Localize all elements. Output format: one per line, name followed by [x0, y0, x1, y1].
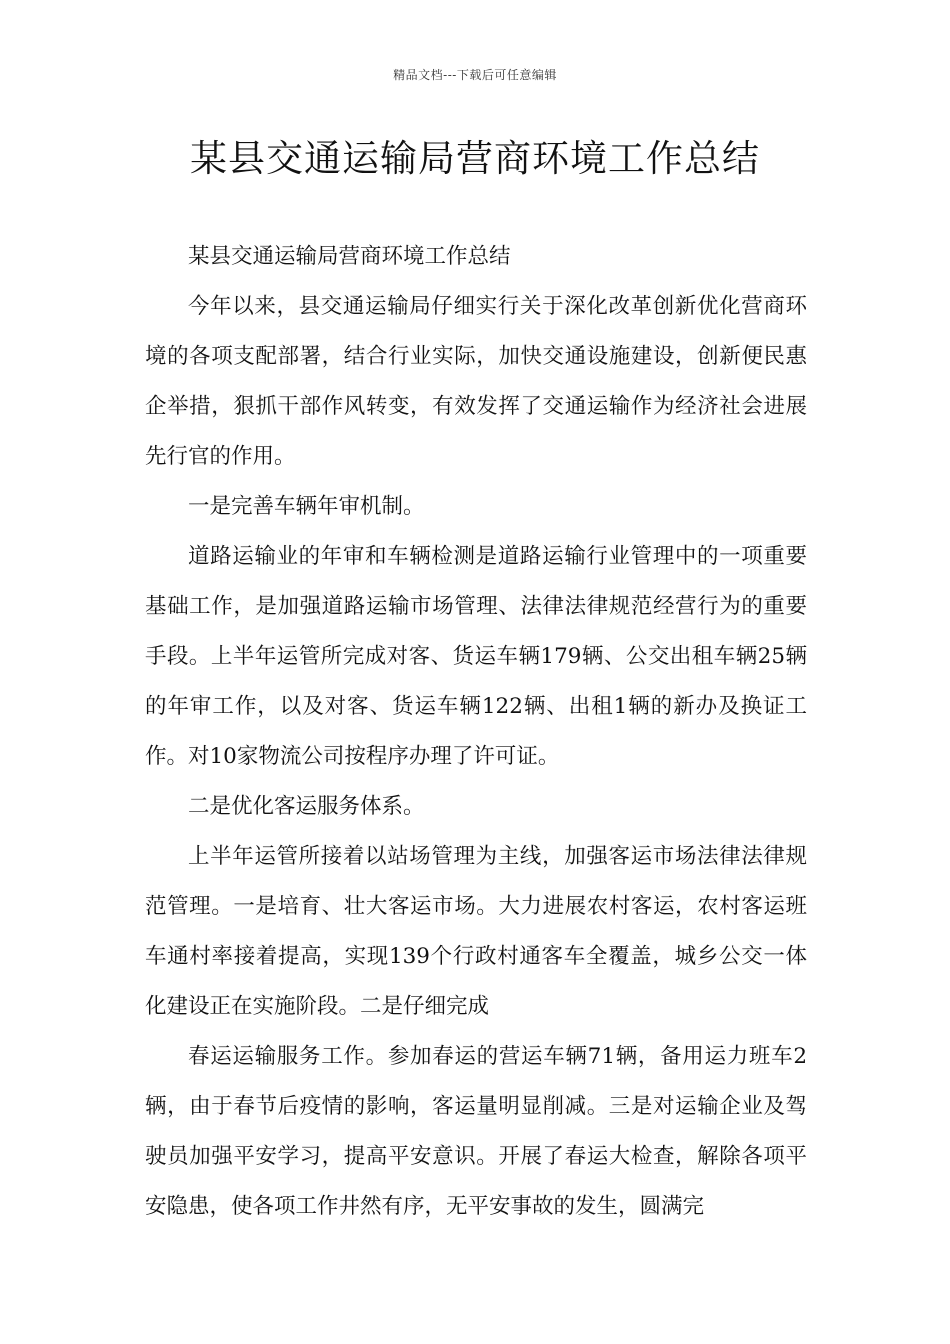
body-paragraph: 某县交通运输局营商环境工作总结: [188, 244, 511, 269]
body-paragraph: 今年以来，县交通运输局仔细实行关于深化改革创新优化营商环境的各项支配部署，结合行业实际，加快交通设施建设，创新便民惠企举措，狠抓干部作风转变，有效发挥了交通运输作为经济社会进展先行官的作用。: [145, 294, 807, 469]
body-paragraph: 道路运输业的年审和车辆检测是道路运输行业管理中的一项重要基础工作，是加强道路运输市场管理、法律法律规范经营行为的重要手段。上半年运管所完成对客、货运车辆179辆、公交出租车辆25辆的年审工作，以及对客、货运车辆122辆、出租1辆的新办及换证工作。对10家物流公司按程序办理了许可证。: [145, 544, 807, 769]
body-paragraph: 二是优化客运服务体系。: [188, 794, 425, 819]
document-title: 某县交通运输局营商环境工作总结: [190, 137, 760, 180]
body-paragraph: 一是完善车辆年审机制。: [188, 494, 425, 519]
header-note: 精品文档---下载后可任意编辑: [393, 68, 557, 82]
body-paragraph: 上半年运管所接着以站场管理为主线，加强客运市场法律法律规范管理。一是培育、壮大客运市场。大力进展农村客运，农村客运班车通村率接着提高，实现139个行政村通客车全覆盖，城乡公交一体化建设正在实施阶段。二是仔细完成: [145, 844, 807, 1019]
body-paragraph: 春运运输服务工作。参加春运的营运车辆71辆，备用运力班车2辆，由于春节后疫情的影响，客运量明显削减。三是对运输企业及驾驶员加强平安学习，提高平安意识。开展了春运大检查，解除各项平安隐患，使各项工作井然有序，无平安事故的发生，圆满完: [145, 1044, 807, 1219]
document-body: [145, 232, 807, 1232]
